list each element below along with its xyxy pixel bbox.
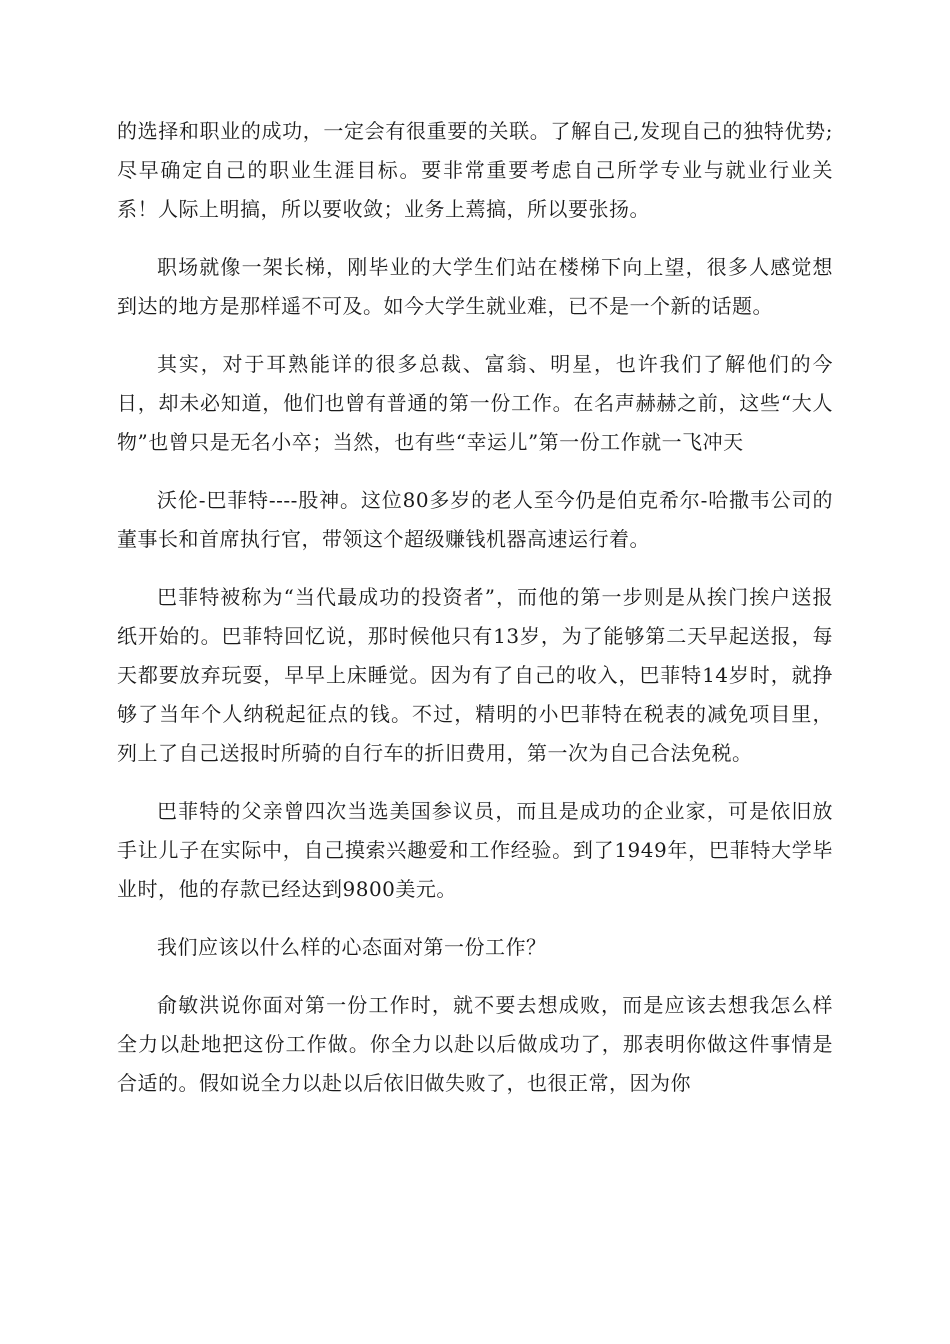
paragraph-first-jobs-of-famous: 其实，对于耳熟能详的很多总裁、富翁、明星，也许我们了解他们的今日，却未必知道，他们也曾有普通的第一份工作。在名声赫赫之前，这些“大人物”也曾只是无名小卒；当然，也有些“幸运儿”第一份工作就一飞冲天 bbox=[117, 352, 833, 454]
paragraph-buffett-intro: 沃伦-巴菲特----股神。这位80多岁的老人至今仍是伯克希尔-哈撒韦公司的董事长和首席执行官，带领这个超级赚钱机器高速运行着。 bbox=[117, 488, 833, 551]
document-body bbox=[117, 112, 833, 1122]
paragraph-buffett-newspaper: 巴菲特被称为“当代最成功的投资者”，而他的第一步则是从挨门挨户送报纸开始的。巴菲特回忆说，那时候他只有13岁，为了能够第二天早起送报，每天都要放弃玩耍，早早上床睡觉。因为有了自己的收入，巴菲特14岁时，就挣够了当年个人纳税起征点的钱。不过，精明的小巴菲特在税表的减免项目里，列上了自己送报时所骑的自行车的折旧费用，第一次为自己合法免税。 bbox=[117, 585, 833, 765]
paragraph-question-mindset: 我们应该以什么样的心态面对第一份工作？ bbox=[157, 935, 547, 959]
paragraph-career-goals: 的选择和职业的成功，一定会有很重要的关联。了解自己,发现自己的独特优势;尽早确定自己的职业生涯目标。要非常重要考虑自己所学专业与就业行业关系！人际上明搞，所以要收敛；业务上蔫搞，所以要张扬。 bbox=[117, 119, 833, 221]
paragraph-buffett-father: 巴菲特的父亲曾四次当选美国参议员，而且是成功的企业家，可是依旧放手让儿子在实际中，自己摸索兴趣爱和工作经验。到了1949年，巴菲特大学毕业时，他的存款已经达到9800美元。 bbox=[117, 799, 833, 901]
paragraph-career-ladder: 职场就像一架长梯，刚毕业的大学生们站在楼梯下向上望，很多人感觉想到达的地方是那样遥不可及。如今大学生就业难，已不是一个新的话题。 bbox=[117, 255, 833, 318]
paragraph-yu-minhong-advice: 俞敏洪说你面对第一份工作时，就不要去想成败，而是应该去想我怎么样全力以赴地把这份工作做。你全力以赴以后做成功了，那表明你做这件事情是合适的。假如说全力以赴以后依旧做失败了，也很正常，因为你 bbox=[117, 993, 833, 1095]
